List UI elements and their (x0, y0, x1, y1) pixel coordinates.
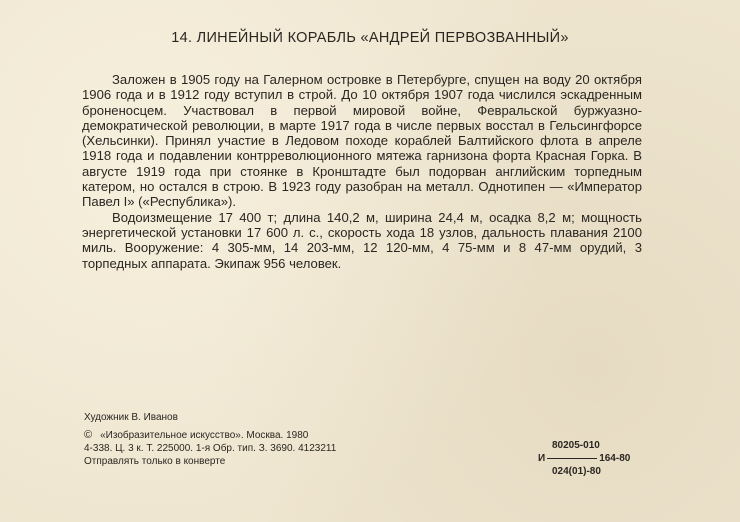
catalog-code-2-prefix: И (538, 453, 546, 464)
catalog-codes (538, 439, 630, 478)
mailing-note: Отправлять только в конверте (84, 456, 226, 467)
artist-credit: Художник В. Иванов (84, 412, 178, 423)
card-title: 14. ЛИНЕЙНЫЙ КОРАБЛЬ «АНДРЕЙ ПЕРВОЗВАННЫЙ» (171, 30, 569, 46)
print-info: 4-338. Ц. 3 к. Т. 225000. 1-я Обр. тип. З. 3690. 4123211 (84, 443, 337, 454)
catalog-code-3: 024(01)-80 (552, 466, 601, 477)
specs-paragraph: Водоизмещение 17 400 т; длина 140,2 м, ширина 24,4 м, осадка 8,2 м; мощность энергетической установки 17 600 л. с., скорость хода 18 узлов, дальность плавания 2100 миль. Вооружение: 4 305-мм, 14 203-мм, 12 120-мм, 4 75-мм и 8 47-мм орудий, 3 торпедных аппарата. Экипаж 956 человек. (82, 209, 642, 271)
catalog-code-1: 80205-010 (552, 440, 600, 451)
publisher-text: «Изобразительное искусство». Москва. 1980 (100, 430, 309, 441)
catalog-code-2 (538, 452, 630, 465)
copyright-icon: © (84, 429, 93, 441)
description-text (82, 72, 642, 271)
history-paragraph: Заложен в 1905 году на Галерном островке в Петербурге, спущен на воду 20 октября 1906 года и в 1912 году вступил в строй. До 10 октября 1907 года числился эскадренным броненосцем. Участвовал в первой мировой войне, Февральской буржуазно-демократической революции, в марте 1917 года в числе первых восстал в Гельсингфорсе (Хельсинки). Принял участие в Ледовом походе кораблей Балтийского флота в апреле 1918 года и подавлении контрреволюционного мятежа гарнизона форта Красная Горка. В августе 1919 года при стоянке в Кронштадте был подорван английским торпедным катером, но остался в строю. В 1923 году разобран на металл. Однотипен — «Император Павел I» («Республика»). (82, 72, 642, 210)
publisher-line (84, 429, 336, 442)
fraction-line (547, 458, 597, 459)
credits-block (84, 411, 336, 468)
catalog-code-2-suffix: 164-80 (599, 453, 631, 464)
